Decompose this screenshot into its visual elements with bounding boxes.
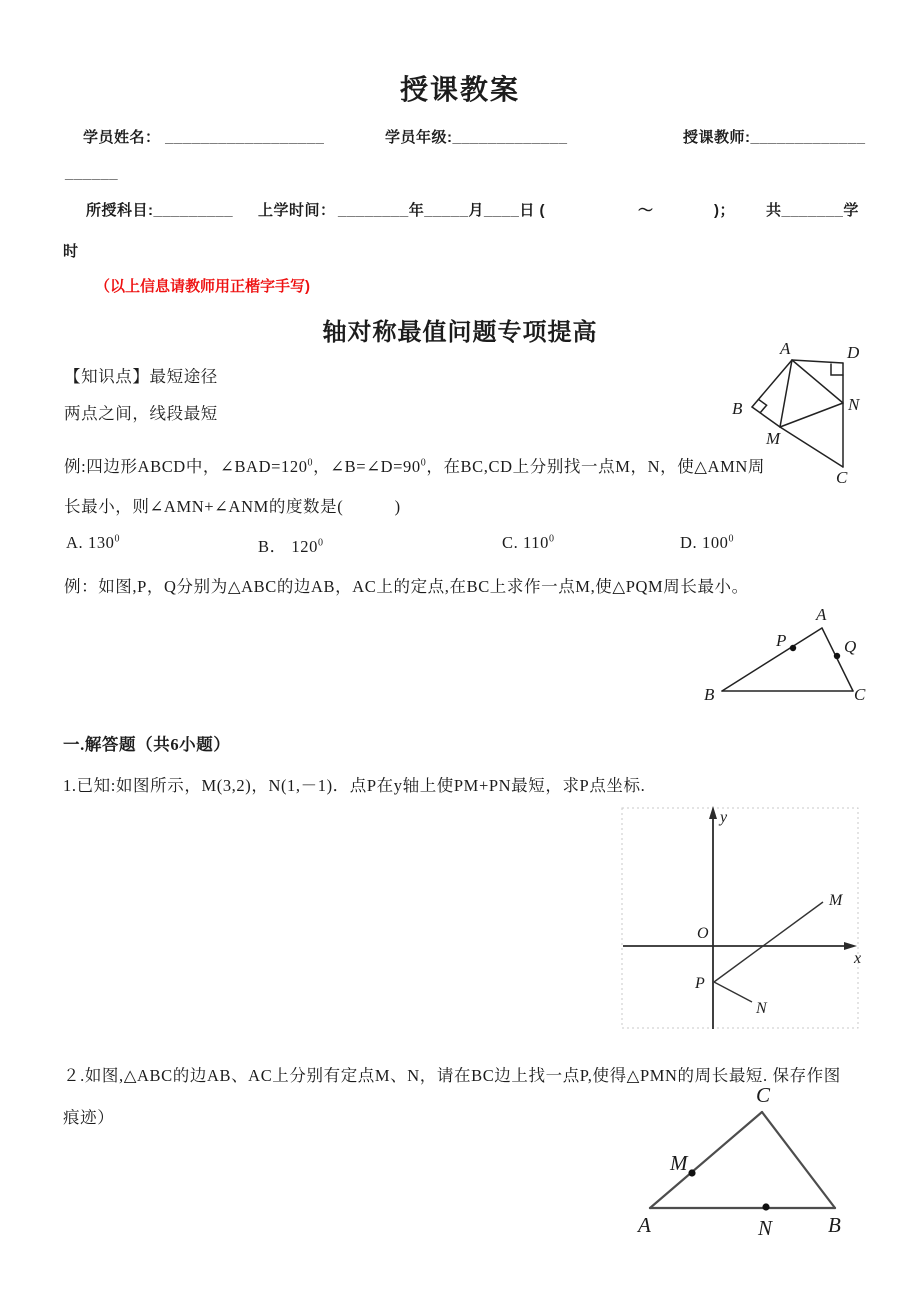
example1-line1-c: ，在BC,CD上分别找一点M，N，使△AMN周 — [426, 457, 765, 476]
field-time-label: 上学时间： — [258, 202, 336, 219]
figure-triangle-pq — [660, 600, 900, 710]
example1-sup1: 0 — [307, 457, 314, 469]
field-date-blanks: ________年_____月____日 ( — [338, 202, 545, 219]
label-b: B — [704, 685, 715, 704]
knowledge-point-line: 两点之间，线段最短 — [64, 404, 218, 423]
option-b-text: B． 120 — [258, 537, 318, 556]
option-d — [680, 533, 734, 553]
field-total-hours: 共_______学 — [766, 202, 859, 219]
label-a: A — [780, 339, 791, 358]
problem2-text-line2: 痕迹） — [63, 1108, 115, 1127]
label-q: Q — [844, 637, 857, 656]
label-p: P — [695, 975, 705, 992]
label-n: N — [756, 1000, 767, 1017]
worksheet-title: 轴对称最值问题专项提高 — [322, 320, 598, 346]
section1-heading: 一.解答题（共6小题） — [63, 735, 231, 754]
example1-line1-a: 例:四边形ABCD中，∠BAD=120 — [64, 457, 308, 476]
point-m-dot — [688, 1169, 695, 1176]
label-c: C — [836, 468, 848, 487]
right-angle-mark-b — [759, 399, 767, 412]
field-teacher: 授课教师:_____________ — [683, 129, 866, 146]
label-a: A — [816, 605, 827, 624]
option-a-text: A. 130 — [66, 533, 115, 552]
field-subject: 所授科目:_________ — [86, 202, 234, 219]
label-a: A — [638, 1213, 651, 1237]
field-student-grade: 学员年级:_____________ — [385, 129, 568, 146]
figure-quadrilateral-abcd — [720, 330, 880, 490]
option-c — [502, 533, 555, 553]
label-m: M — [766, 429, 781, 448]
field-total-hours-wrap: 时 — [63, 243, 79, 260]
field-paren-close: )； — [714, 202, 735, 219]
option-b — [258, 533, 324, 557]
label-c: C — [854, 685, 866, 704]
option-a-sup: 0 — [114, 533, 121, 545]
label-p: P — [776, 631, 787, 650]
label-origin: O — [697, 925, 709, 942]
example1-line1-b: ，∠B=∠D=90 — [313, 457, 421, 476]
handwriting-notice: （以上信息请教师用正楷字手写) — [95, 278, 310, 295]
field-student-name: 学员姓名： __________________ — [83, 129, 325, 146]
label-b: B — [732, 399, 743, 418]
tilde-separator: ～ — [638, 202, 654, 219]
option-b-sup: 0 — [317, 537, 324, 549]
knowledge-point-label: 【知识点】最短途径 — [64, 367, 218, 386]
label-m: M — [670, 1151, 688, 1175]
label-m: M — [829, 892, 843, 909]
point-q-dot — [834, 653, 840, 659]
segment-pn — [714, 982, 752, 1002]
figure-coordinate-system — [610, 795, 890, 1045]
option-d-text: D. 100 — [680, 533, 729, 552]
option-c-sup: 0 — [549, 533, 555, 545]
label-x-axis: x — [854, 950, 862, 967]
x-axis-arrow — [844, 942, 857, 950]
segment-pm — [714, 902, 823, 982]
problem1-text: 1.已知:如图所示，M(3,2)，N(1,－1)．点P在y轴上使PM+PN最短，求P点坐标. — [63, 776, 646, 795]
label-n: N — [758, 1216, 773, 1240]
label-c: C — [756, 1083, 771, 1107]
point-n-dot — [762, 1203, 769, 1210]
option-a — [66, 533, 120, 553]
label-b: B — [828, 1213, 841, 1237]
example2-line: 例：如图,P，Q分别为△ABC的边AB，AC上的定点,在BC上求作一点M,使△PQM周长最小。 — [64, 577, 749, 596]
field-teacher-wrap-line: ______ — [65, 165, 119, 182]
point-p-dot — [790, 645, 796, 651]
option-c-text: C. 110 — [502, 533, 549, 552]
example1-line1 — [64, 453, 765, 477]
figure-triangle-mn — [600, 1080, 900, 1280]
doc-title: 授课教案 — [399, 75, 520, 106]
right-angle-mark-d — [831, 364, 843, 375]
label-n: N — [848, 395, 860, 414]
y-axis-arrow — [709, 806, 717, 819]
option-d-sup: 0 — [728, 533, 735, 545]
label-y-axis: y — [720, 809, 728, 826]
example1-line2: 长最小，则∠AMN+∠ANM的度数是( ) — [64, 497, 401, 516]
example1-sup2: 0 — [420, 457, 427, 469]
problem2-text-line1: ２.如图,△ABC的边AB、AC上分别有定点M、N，请在BC边上找一点P,使得△PMN的周长最短. 保存作图 — [63, 1066, 841, 1085]
label-d: D — [847, 343, 860, 362]
